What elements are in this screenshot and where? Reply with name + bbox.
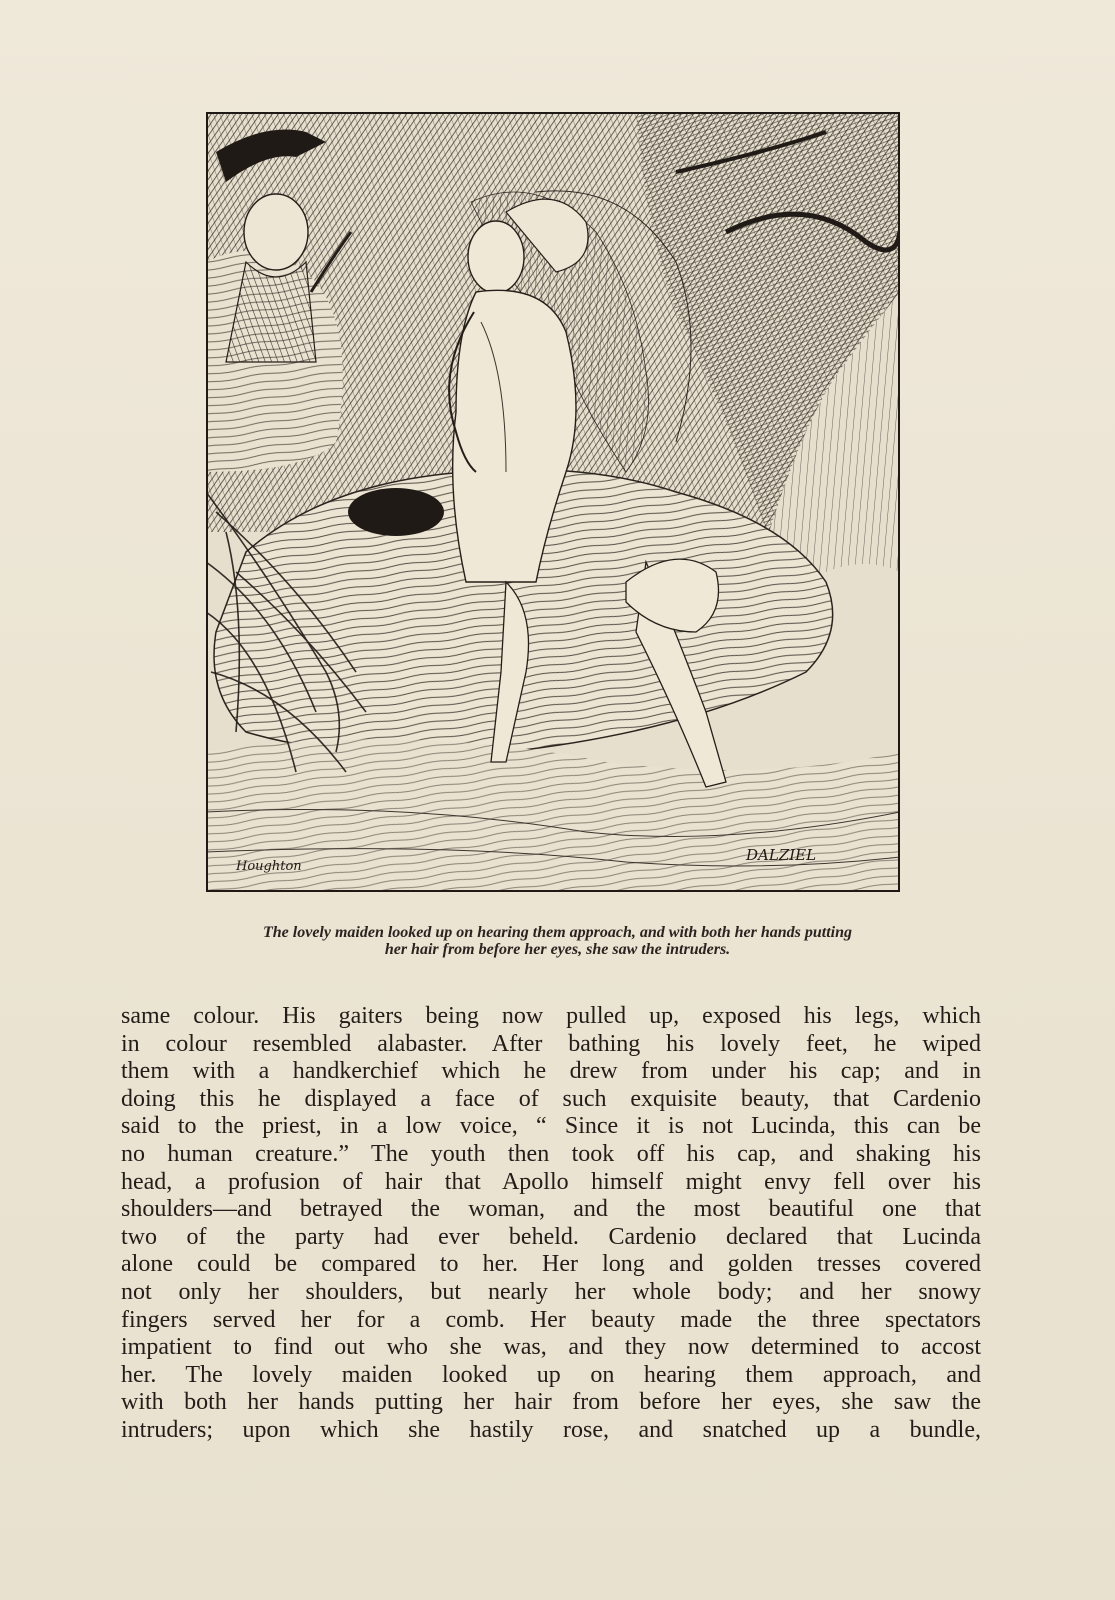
signature-right: DALZIEL xyxy=(746,846,817,864)
text-line: no human creature.” The youth then took off his cap, and shaking his xyxy=(121,1140,981,1167)
engraving-illustration xyxy=(206,112,900,892)
text-line: shoulders—and betrayed the woman, and the most beautiful one that xyxy=(121,1196,981,1223)
illustration-caption xyxy=(150,924,965,958)
text-line: doing this he displayed a face of such exquisite beauty, that Cardenio xyxy=(121,1085,981,1112)
text-line: two of the party had ever beheld. Cardenio declared that Lucinda xyxy=(121,1223,981,1250)
text-line: fingers served her for a comb. Her beauty made the three spectators xyxy=(121,1306,981,1333)
text-line: same colour. His gaiters being now pulled up, exposed his legs, which xyxy=(121,1003,981,1029)
body-text xyxy=(121,1003,981,1445)
engraving-art xyxy=(206,112,900,892)
text-line: alone could be compared to her. Her long and golden tresses covered xyxy=(121,1251,981,1278)
caption-line-2: her hair from before her eyes, she saw the intruders. xyxy=(384,941,731,958)
caption-line-1: The lovely maiden looked up on hearing them approach, and with both her hands putting xyxy=(263,924,852,941)
signature-left: Houghton xyxy=(236,859,302,874)
text-line: intruders; upon which she hastily rose, and snatched up a bundle, xyxy=(121,1416,981,1443)
text-line: her. The lovely maiden looked up on hearing them approach, and xyxy=(121,1361,981,1388)
text-line: them with a handkerchief which he drew from under his cap; and in xyxy=(121,1058,981,1085)
text-line: with both her hands putting her hair from before her eyes, she saw the xyxy=(121,1389,981,1416)
text-line: not only her shoulders, but nearly her whole body; and her snowy xyxy=(121,1278,981,1305)
text-line: impatient to find out who she was, and they now determined to accost xyxy=(121,1334,981,1361)
text-line: said to the priest, in a low voice, “ Since it is not Lucinda, this can be xyxy=(121,1113,981,1140)
text-line: in colour resembled alabaster. After bathing his lovely feet, he wiped xyxy=(121,1030,981,1057)
text-line: head, a profusion of hair that Apollo himself might envy fell over his xyxy=(121,1168,981,1195)
